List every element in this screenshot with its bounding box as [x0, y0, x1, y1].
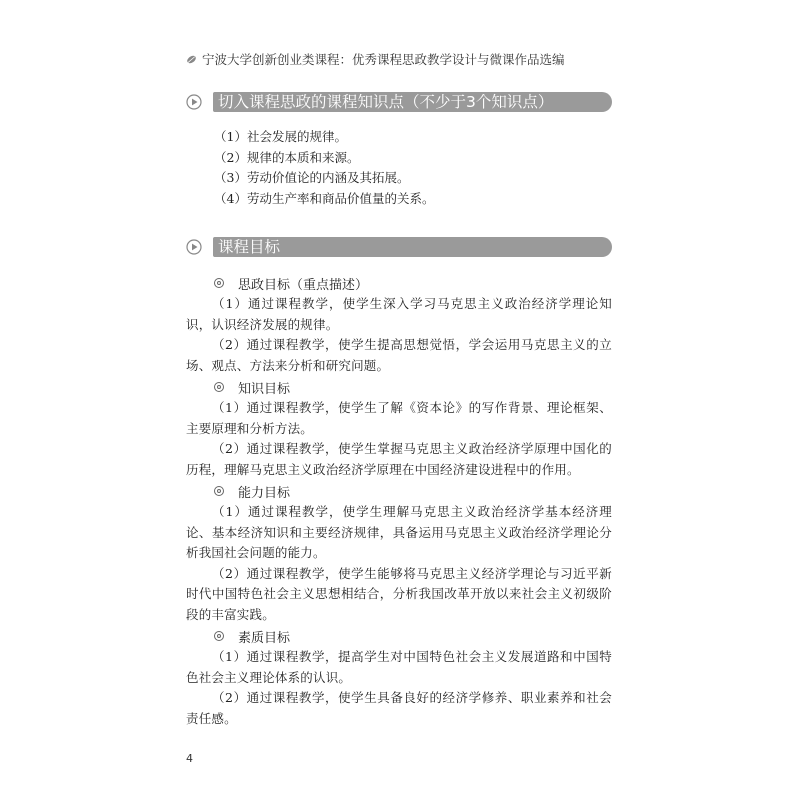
goal-paragraph: （1）通过课程教学，使学生理解马克思主义政治经济学基本经济理论、基本经济知识和主要经济规律，具备运用马克思主义政治经济学理论分析我国社会问题的能力。: [186, 504, 612, 560]
section-title: 课程目标: [213, 237, 612, 257]
section-title: 切入课程思政的课程知识点（不少于3个知识点）: [213, 92, 612, 112]
leaf-icon: [186, 54, 197, 65]
list-item: （1）社会发展的规律。: [214, 129, 347, 144]
section-course-goals: [186, 236, 612, 258]
goal-heading-text: 知识目标: [238, 381, 291, 397]
goal-paragraph: （2）通过课程教学，使学生提高思想觉悟，学会运用马克思主义的立场、观点、方法来分析和研究问题。: [186, 337, 612, 373]
double-circle-bullet-icon: [214, 278, 224, 288]
list-item: （2）规律的本质和来源。: [214, 149, 360, 165]
goal-paragraph: （1）通过课程教学，使学生深入学习马克思主义政治经济学理论知识，认识经济发展的规律。: [186, 296, 612, 332]
goal-heading-ideological: [186, 272, 612, 294]
double-circle-bullet-icon: [214, 486, 224, 496]
knowledge-point-list: [214, 127, 434, 210]
goal-paragraph: （2）通过课程教学，使学生能够将马克思主义经济学理论与习近平新时代中国特色社会主义思想相结合，分析我国改革开放以来社会主义初级阶段的丰富实践。: [186, 565, 612, 622]
goal-heading-text: 能力目标: [238, 485, 291, 501]
running-header: [186, 49, 565, 69]
section-knowledge-points: [186, 91, 612, 113]
double-circle-bullet-icon: [214, 631, 224, 641]
goal-paragraph: （2）通过课程教学，使学生掌握马克思主义政治经济学原理中国化的历程，理解马克思主义政治经济学原理在中国经济建设进程中的作用。: [186, 441, 612, 477]
list-item: （3）劳动价值论的内涵及其拓展。: [214, 170, 410, 186]
page-number: 4: [186, 752, 193, 765]
play-circle-icon: [186, 94, 202, 110]
goal-paragraph: （2）通过课程教学，使学生具备良好的经济学修养、职业素养和社会责任感。: [186, 690, 612, 726]
goal-heading-text: 思政目标（重点描述）: [238, 277, 369, 293]
goal-heading-text: 素质目标: [238, 630, 291, 646]
goal-heading-ability: [186, 480, 612, 502]
double-circle-bullet-icon: [214, 382, 224, 392]
goal-heading-knowledge: [186, 376, 612, 398]
goal-paragraph: （1）通过课程教学，使学生了解《资本论》的写作背景、理论框架、主要原理和分析方法。: [186, 400, 612, 436]
goal-paragraph: （1）通过课程教学，提高学生对中国特色社会主义发展道路和中国特色社会主义理论体系的认识。: [186, 649, 612, 685]
book-title: 宁波大学创新创业类课程：优秀课程思政教学设计与微课作品选编: [202, 52, 565, 67]
course-goals-body: [186, 272, 612, 729]
list-item: （4）劳动生产率和商品价值量的关系。: [214, 191, 435, 207]
goal-heading-quality: [186, 625, 612, 647]
play-circle-icon: [186, 239, 202, 255]
